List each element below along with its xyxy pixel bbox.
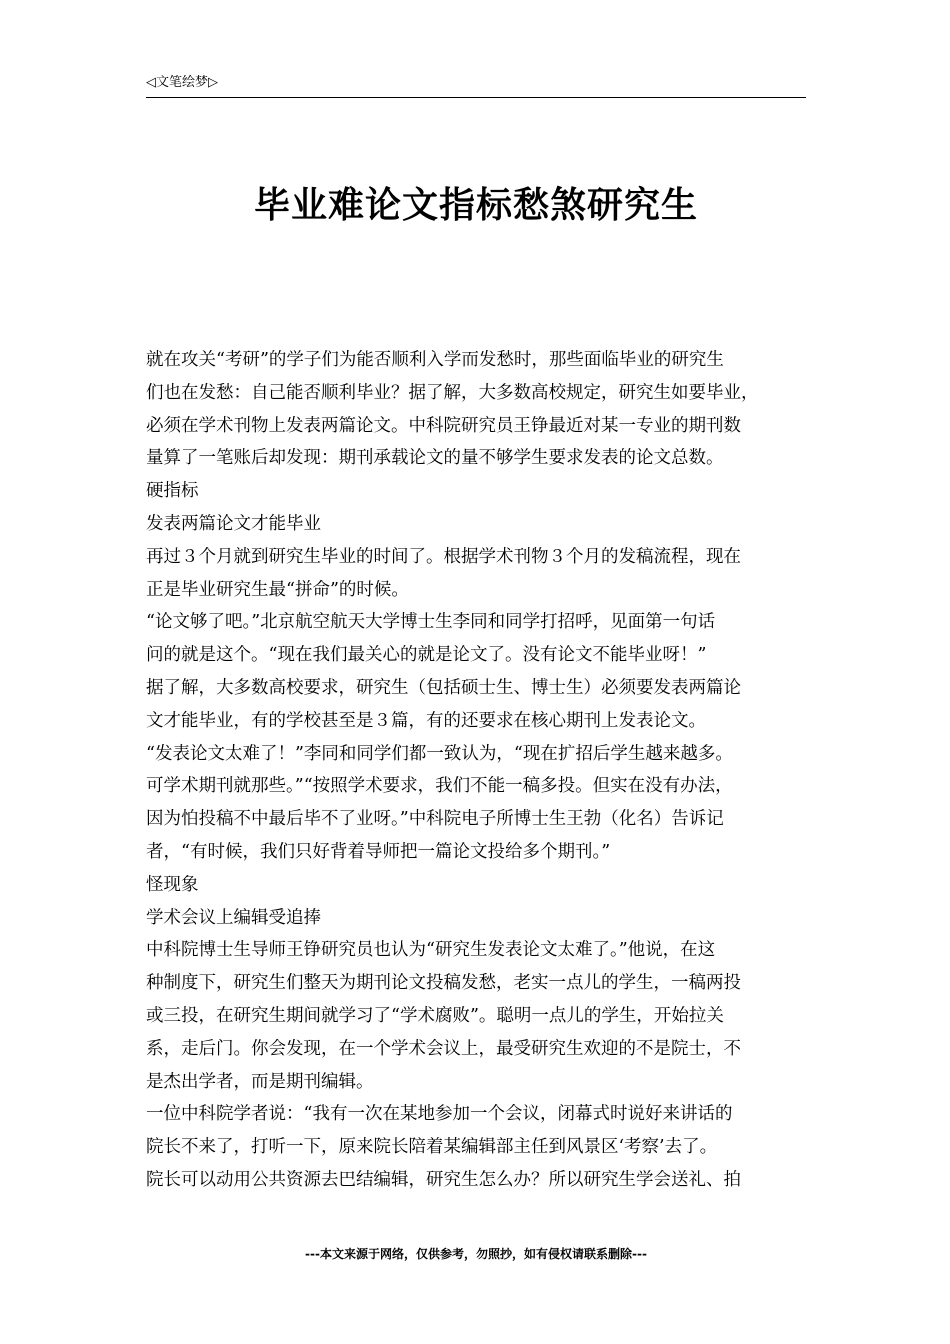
body-line: 系，走后门。你会发现，在一个学术会议上，最受研究生欢迎的不是院士，不 (146, 1038, 741, 1059)
body-line: 因为怕投稿不中最后毕不了业呀。”中科院电子所博士生王勃（化名）告诉记 (146, 809, 724, 830)
section-subheading: 发表两篇论文才能毕业 (146, 513, 321, 534)
body-line: 必须在学术刊物上发表两篇论文。中科院研究员王铮最近对某一专业的期刊数 (146, 415, 741, 436)
body-line: 可学术期刊就那些。”“按照学术要求，我们不能一稿多投。但实在没有办法， (146, 776, 733, 797)
body-line: 量算了一笔账后却发现：期刊承载论文的量不够学生要求发表的论文总数。 (146, 448, 724, 469)
section-subheading: 学术会议上编辑受追捧 (146, 907, 321, 928)
body-line: 再过３个月就到研究生毕业的时间了。根据学术刊物３个月的发稿流程，现在 (146, 546, 741, 567)
article-body (146, 344, 812, 1197)
body-line: “发表论文太难了！”李同和同学们都一致认为，“现在扩招后学生越来越多。 (146, 743, 733, 764)
section-heading: 怪现象 (146, 874, 199, 895)
body-line: 种制度下，研究生们整天为期刊论文投稿发愁，老实一点儿的学生，一稿两投 (146, 973, 741, 994)
header-divider (146, 97, 806, 98)
body-line: 者，“有时候，我们只好背着导师把一篇论文投给多个期刊。” (146, 841, 611, 862)
page-header: ◁文笔绘梦▷ (146, 75, 218, 90)
body-line: 就在攻关“考研”的学子们为能否顺利入学而发愁时，那些面临毕业的研究生 (146, 350, 724, 370)
body-line: 问的就是这个。“现在我们最关心的就是论文了。没有论文不能毕业呀！” (146, 645, 707, 666)
body-line: 是杰出学者，而是期刊编辑。 (146, 1071, 374, 1092)
document-title: 毕业难论文指标愁煞研究生 (253, 185, 698, 226)
body-line: “论文够了吧。”北京航空航天大学博士生李同和同学打招呼，见面第一句话 (146, 612, 716, 633)
body-line: 们也在发愁：自己能否顺利毕业？据了解，大多数高校规定，研究生如要毕业， (146, 382, 759, 403)
body-line: 中科院博士生导师王铮研究员也认为“研究生发表论文太难了。”他说，在这 (146, 940, 716, 961)
body-line: 院长可以动用公共资源去巴结编辑，研究生怎么办？所以研究生学会送礼、拍 (146, 1169, 741, 1190)
body-line: 据了解，大多数高校要求，研究生（包括硕士生、博士生）必须要发表两篇论 (146, 677, 741, 698)
body-line: 一位中科院学者说：“我有一次在某地参加一个会议，闭幕式时说好来讲话的 (146, 1104, 733, 1125)
body-line: 正是毕业研究生最“拼命”的时候。 (146, 579, 409, 600)
body-line: 院长不来了，打听一下，原来院长陪着某编辑部主任到风景区‘考察’去了。 (146, 1137, 718, 1158)
body-line: 文才能毕业，有的学校甚至是３篇，有的还要求在核心期刊上发表论文。 (146, 710, 706, 731)
body-line: 或三投，在研究生期间就学习了“学术腐败”。聪明一点儿的学生，开始拉关 (146, 1005, 724, 1026)
section-heading: 硬指标 (146, 481, 199, 502)
page-footer: ---本文来源于网络，仅供参考，勿照抄，如有侵权请联系删除--- (305, 1247, 647, 1261)
